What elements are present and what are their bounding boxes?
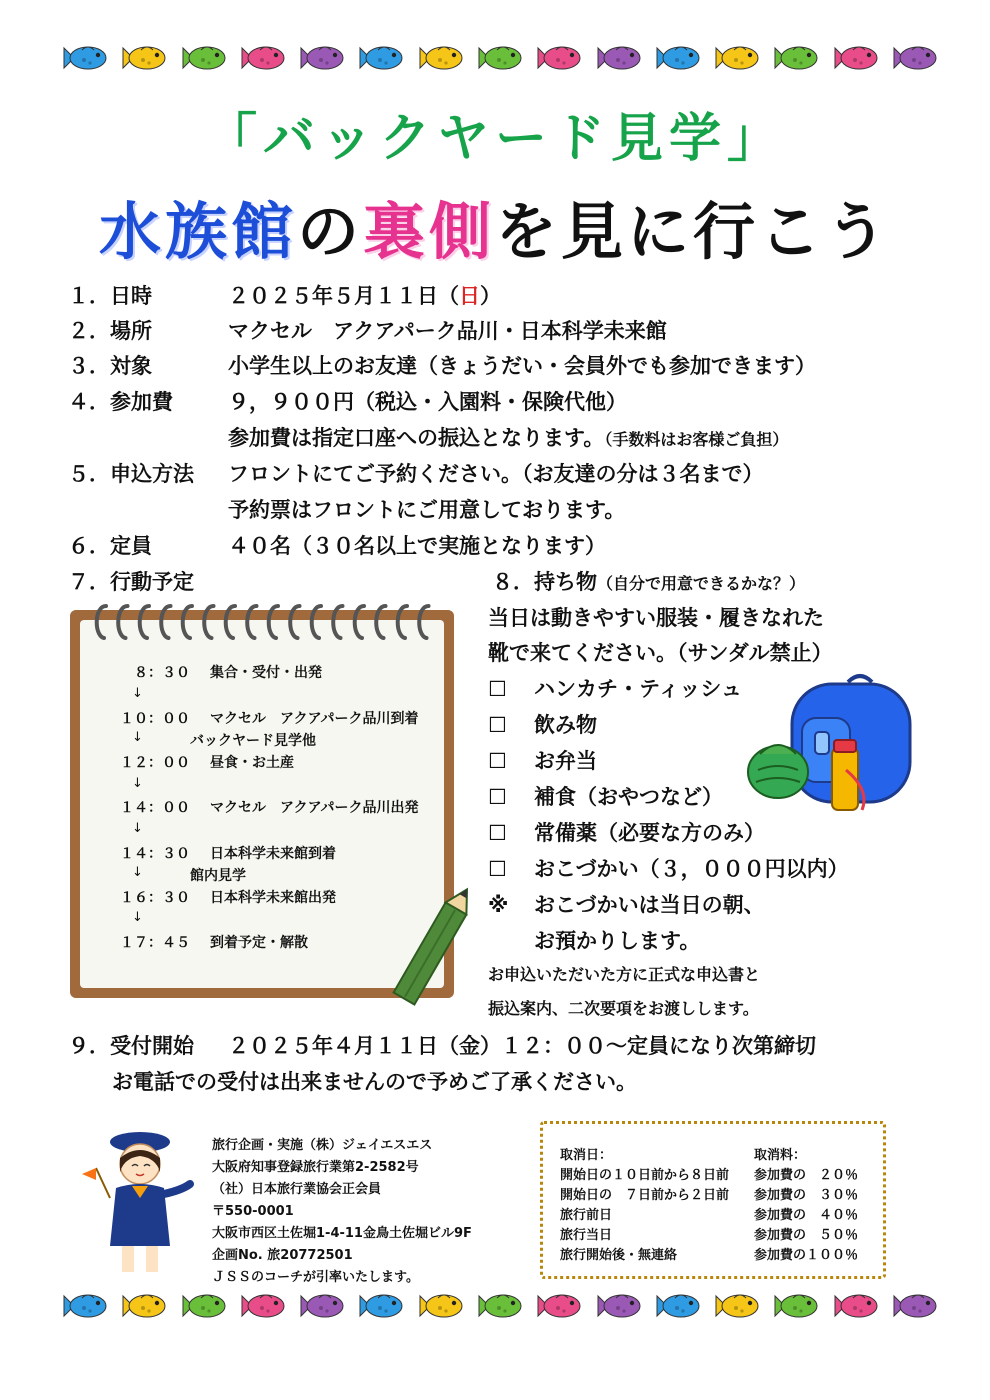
- target-value: 小学生以上のお友達（きょうだい・会員外でも参加できます）: [228, 354, 816, 378]
- cancel-fee: 参加費の ２０％: [754, 1168, 859, 1183]
- fish-icon: [534, 1290, 584, 1322]
- date-label: １．日時: [68, 284, 152, 308]
- place-label: ２．場所: [68, 319, 152, 343]
- schedule-item: １７：４５ 到着予定・解散: [120, 935, 308, 951]
- fee-row: [68, 386, 627, 416]
- checkbox-icon: ☐: [488, 857, 507, 881]
- belonging-item: ☐ 飲み物: [488, 713, 597, 737]
- fish-icon: [594, 42, 644, 74]
- schedule-item: １６：３０ 日本科学未来館出発: [120, 890, 336, 906]
- company-line: 大阪府知事登録旅行業第2-2582号: [212, 1160, 419, 1175]
- fish-icon: [534, 42, 584, 74]
- tour-guide-illustration: [82, 1128, 200, 1278]
- schedule-item-sub: 館内見学: [190, 868, 246, 884]
- apply-note: 予約票はフロントにご用意しております。: [228, 498, 626, 522]
- belongings-title: [492, 566, 805, 596]
- cancel-day: 開始日の ７日前から２日前: [560, 1188, 730, 1203]
- fish-icon: [356, 42, 406, 74]
- backpack-icon: [740, 670, 930, 820]
- fish-icon: [890, 42, 940, 74]
- cancel-day: 旅行当日: [560, 1228, 613, 1243]
- company-line: 大阪市西区土佐堀1-4-11金鳥土佐堀ビル9F: [212, 1226, 472, 1241]
- belonging-item: ☐ 補食（おやつなど）: [488, 785, 723, 809]
- cancel-day: 旅行開始後・無連絡: [560, 1248, 678, 1263]
- company-line: 旅行企画・実施（株）ジェイエスエス: [212, 1138, 433, 1153]
- checkbox-icon: ☐: [488, 677, 507, 701]
- bottom-fish-border: [60, 1290, 940, 1330]
- arrow-icon: ↓: [132, 776, 143, 791]
- fish-icon: [416, 1290, 466, 1322]
- date-close: ）: [480, 284, 501, 308]
- capacity-row: [68, 530, 606, 560]
- fish-icon: [60, 1290, 110, 1322]
- fish-icon: [712, 1290, 762, 1322]
- belonging-item: ☐ おこづかい（３，０００円以内）: [488, 857, 849, 881]
- cancel-fee: 参加費の ３０％: [754, 1188, 859, 1203]
- schedule-item: １２：００ 昼食・お土産: [120, 755, 294, 771]
- cancel-day-header: 取消日：: [560, 1148, 613, 1163]
- fee-note: [228, 422, 788, 452]
- target-label: ３．対象: [68, 354, 152, 378]
- schedule-item: ８：３０ 集合・受付・出発: [134, 665, 322, 681]
- capacity-label: ６．定員: [68, 534, 152, 558]
- fish-icon: [238, 42, 288, 74]
- company-line: （社）日本旅行業協会正会員: [212, 1182, 382, 1197]
- place-value: マクセル アクアパーク品川・日本科学未来館: [228, 319, 667, 343]
- checkbox-icon: ☐: [488, 785, 507, 809]
- cancel-fee: 参加費の ５０％: [754, 1228, 859, 1243]
- fish-icon: [179, 42, 229, 74]
- schedule-title: ７．行動予定: [68, 570, 194, 594]
- fish-icon: [416, 42, 466, 74]
- fish-icon: [653, 42, 703, 74]
- company-line: 〒550-0001: [212, 1204, 294, 1219]
- company-line: 企画No. 旅20772501: [212, 1248, 353, 1263]
- date-row: [68, 280, 501, 310]
- top-fish-border: [60, 42, 940, 82]
- cancel-day: 開始日の１０日前から８日前: [560, 1168, 730, 1183]
- fish-icon: [771, 1290, 821, 1322]
- fish-icon: [297, 42, 347, 74]
- info-line1: お申込いただいた方に正式な申込書と: [488, 965, 761, 984]
- fish-icon: [475, 1290, 525, 1322]
- belonging-note: ※ おこづかいは当日の朝、: [488, 893, 765, 917]
- reception-value: ２０２５年４月１１日（金）１２：００～定員になり次第締切: [228, 1034, 816, 1058]
- fee-note-small: （手数料はお客様ご負担）: [604, 430, 789, 449]
- belonging-note2: お預かりします。: [534, 929, 701, 953]
- title-rest: を見に行こう: [495, 195, 892, 268]
- arrow-icon: ↓: [132, 730, 143, 745]
- arrow-icon: ↓: [132, 865, 143, 880]
- date-weekday: 日: [459, 284, 480, 308]
- checkbox-icon: ☐: [488, 713, 507, 737]
- apply-label: ５．申込方法: [68, 462, 194, 486]
- fish-icon: [890, 1290, 940, 1322]
- title-no: の: [296, 195, 363, 268]
- note-mark: ※: [488, 893, 509, 917]
- pencil-icon: [384, 880, 480, 1020]
- fish-icon: [297, 1290, 347, 1322]
- belonging-item: ☐ お弁当: [488, 749, 597, 773]
- cancel-fee-header: 取消料：: [754, 1148, 807, 1163]
- title-aquarium: 水族館: [98, 195, 297, 268]
- fish-icon: [356, 1290, 406, 1322]
- fish-icon: [831, 1290, 881, 1322]
- schedule-item: １４：３０ 日本科学未来館到着: [120, 846, 336, 862]
- schedule-item: １０：００ マクセル アクアパーク品川到着: [120, 711, 419, 727]
- apply-value: フロントにてご予約ください。（お友達の分は３名まで）: [228, 462, 764, 486]
- fee-note-text: 参加費は指定口座への振込となります。: [228, 426, 605, 450]
- fee-value: ９，９００円（税込・入園料・保険代他）: [228, 390, 627, 414]
- fish-icon: [594, 1290, 644, 1322]
- company-line: ＪＳＳのコーチが引率いたします。: [212, 1270, 419, 1285]
- arrow-icon: ↓: [132, 821, 143, 836]
- apply-row: [68, 458, 764, 488]
- fish-icon: [179, 1290, 229, 1322]
- schedule-item: １４：００ マクセル アクアパーク品川出発: [120, 800, 419, 816]
- belongings-hint: （自分で用意できるかな？）: [597, 574, 806, 593]
- info-line2: 振込案内、二次要項をお渡しします。: [488, 999, 759, 1018]
- belongings-label: ８．持ち物: [492, 570, 597, 594]
- date-value: ２０２５年５月１１日（: [228, 284, 459, 308]
- fee-label: ４．参加費: [68, 390, 173, 414]
- title-backside: 裏側: [363, 195, 496, 268]
- reception-label: ９．受付開始: [68, 1034, 194, 1058]
- schedule-item-sub: バックヤード見学他: [190, 733, 316, 749]
- checkbox-icon: ☐: [488, 749, 507, 773]
- belonging-item: ☐ ハンカチ・ティッシュ: [488, 677, 742, 701]
- notebook-rings: [88, 596, 438, 648]
- subtitle: 「バックヤード見学」: [204, 109, 785, 169]
- fish-icon: [238, 1290, 288, 1322]
- belongings-intro1: 当日は動きやすい服装・履きなれた: [488, 606, 824, 630]
- cancel-day: 旅行前日: [560, 1208, 613, 1223]
- belongings-intro2: 靴で来てください。（サンダル禁止）: [488, 641, 833, 665]
- fish-icon: [475, 42, 525, 74]
- fish-icon: [831, 42, 881, 74]
- fish-icon: [119, 1290, 169, 1322]
- belonging-item: ☐ 常備薬（必要な方のみ）: [488, 821, 765, 845]
- checkbox-icon: ☐: [488, 821, 507, 845]
- fish-icon: [60, 42, 110, 74]
- fish-icon: [771, 42, 821, 74]
- main-title: [0, 182, 990, 271]
- arrow-icon: ↓: [132, 686, 143, 701]
- place-row: [68, 315, 667, 345]
- capacity-value: ４０名（３０名以上で実施となります）: [228, 534, 606, 558]
- reception-note: お電話での受付は出来ませんので予めご了承ください。: [112, 1070, 637, 1094]
- cancel-fee: 参加費の ４０％: [754, 1208, 859, 1223]
- fish-icon: [712, 42, 762, 74]
- fish-icon: [653, 1290, 703, 1322]
- reception-row: [68, 1030, 816, 1060]
- arrow-icon: ↓: [132, 910, 143, 925]
- cancel-fee: 参加費の１００％: [754, 1248, 859, 1263]
- fish-icon: [119, 42, 169, 74]
- target-row: [68, 350, 816, 380]
